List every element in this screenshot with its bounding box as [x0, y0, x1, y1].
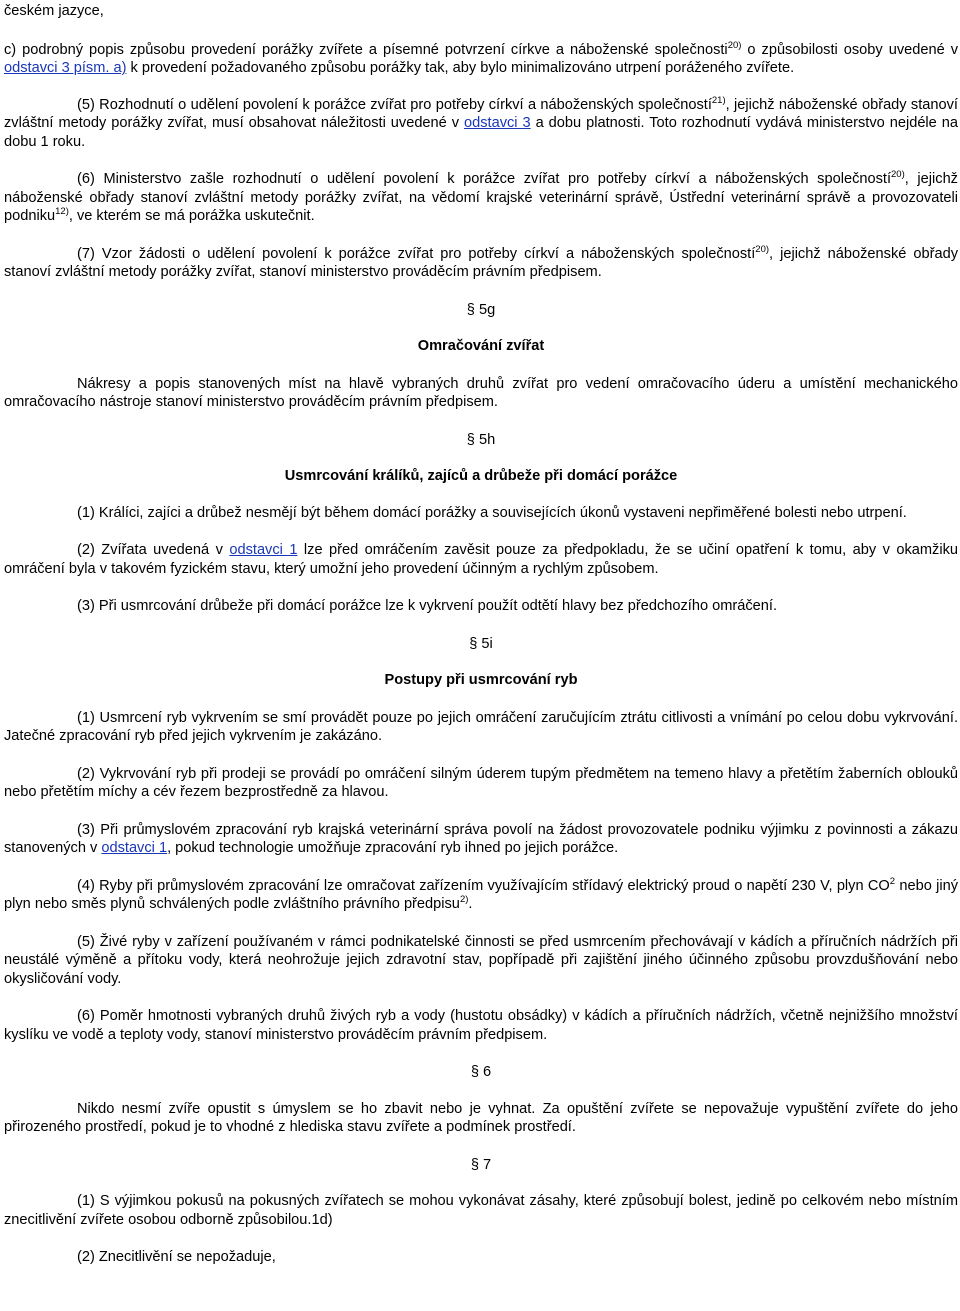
- paragraph-5g: Nákresy a popis stanovených míst na hlavě vybraných druhů zvířat pro vedení omračovacího úderu a umístění mechanického omračovacího nástroje stanoví ministerstvo prováděcím právním předpisem.: [4, 375, 958, 410]
- paragraph-5: (5) Rozhodnutí o udělení povolení k porážce zvířat pro potřeby církví a náboženských společností$^{21)}$, jejichž náboženské obřady stanoví zvláštní metody porážky zvířat, musí obsahovat náležitosti uvedené v odstavci 3 a dobu platnosti. Toto rozhodnutí vydává ministerstvo nejdéle na dobu 1 roku.: [4, 94, 958, 150]
- paragraph-7: (7) Vzor žádosti o udělení povolení k porážce zvířat pro potřeby církví a náboženských společností$^{20)}$, jejichž náboženské obřady stanoví zvláštní metody porážky zvířat, stanoví ministerstvo prováděcím právním předpisem.: [4, 243, 959, 280]
- paragraph-7-1: (1) S výjimkou pokusů na pokusných zvířatech se mohou vykonávat zásahy, které způsobují bolest, jedině po celkovém nebo místním znecitlivění zvířete osobou odborně způsobilou.1d): [4, 1193, 958, 1228]
- paragraph-6: (6) Ministerstvo zašle rozhodnutí o udělení povolení k porážce zvířat pro potřeby církví a náboženských společností$^{20)}$, jejichž náboženské obřady stanoví zvláštní metody porážky zvířat, na vědomí krajské veterinární správě, Ústřední veterinární správě a provozovateli podniku$^{12)}$, ve kterém se má porážka uskutečnit.: [4, 169, 958, 224]
- footnote-ref: 20): [891, 169, 905, 181]
- section-title-5i: Postupy při usmrcování ryb: [384, 672, 578, 688]
- paragraph-5i-1: (1) Usmrcení ryb vykrvením se smí provádět pouze po jejich omráčení zaručujícím ztrátu citlivosti a vnímání po celou dobu vykrvování. Jatečné zpracování ryb před jejich vykrvením je zakázáno.: [4, 709, 958, 744]
- paragraph-5i-6: (6) Poměr hmotnosti vybraných druhů živých ryb a vody (hustotu obsádky) v kádích a příručních nádržích, včetně nejnižšího množství kyslíku ve vodě a teploty vody, stanoví ministerstvo prováděcím právním předpisem.: [4, 1008, 958, 1043]
- link-odstavci-1[interactable]: odstavci 1: [101, 840, 168, 856]
- paragraph-5h-3: (3) Při usmrcování drůbeže při domácí porážce lze k vykrvení použít odtětí hlavy bez předchozího omráčení.: [77, 598, 778, 614]
- section-number-5i: § 5i: [469, 635, 493, 652]
- section-title-5h: Usmrcování králíků, zajíců a drůbeže při domácí porážce: [284, 468, 678, 484]
- section-number-5g: § 5g: [466, 301, 496, 318]
- footnote-ref: 2): [459, 894, 469, 906]
- document-page: [4, 0, 958, 1267]
- footnote-ref: 12): [55, 206, 69, 218]
- paragraph-5h-1: (1) Králíci, zajíci a drůbež nesmějí být během domácí porážky a souvisejících úkonů vystaveni nepřiměřené bolesti nebo utrpení.: [77, 504, 907, 521]
- subscript-2: 2: [889, 875, 896, 887]
- footnote-ref: 20): [727, 39, 742, 51]
- paragraph-6-main: Nikdo nesmí zvíře opustit s úmyslem se ho zbavit nebo je vyhnat. Za opuštění zvířete se nepovažuje vypuštění zvířete do jeho přirozeného prostředí, pokud je to vhodné z hlediska stavu zvířete a podmínek prostředí.: [4, 1100, 958, 1135]
- link-odstavci-3-pism-a[interactable]: odstavci 3 písm. a): [4, 60, 127, 76]
- section-number-7: § 7: [470, 1156, 492, 1173]
- section-number-5h: § 5h: [466, 431, 496, 448]
- link-odstavci-1[interactable]: odstavci 1: [229, 542, 298, 558]
- footnote-ref: 21): [711, 94, 726, 106]
- text-line: českém jazyce,: [4, 3, 104, 19]
- paragraph-5i-2: (2) Vykrvování ryb při prodeji se provádí po omráčení silným úderem tupým předmětem na temeno hlavy a přetětím žaberních oblouků nebo přetětím míchy a cév řezem bezprostředně za hlavou.: [4, 765, 958, 800]
- paragraph-c: c) podrobný popis způsobu provedení porážky zvířete a písemné potvrzení církve a náboženské společnosti$^{20)}$ o způsobilosti osoby uvedené v odstavci 3 písm. a) k provedení požadovaného způsobu porážky tak, aby bylo minimalizováno utrpení poráženého zvířete.: [4, 39, 958, 76]
- paragraph-7-2: (2) Znecitlivění se nepožaduje,: [77, 1249, 276, 1265]
- footnote-ref: 20): [755, 243, 770, 255]
- paragraph-5h-2: (2) Zvířata uvedená v odstavci 1 lze před omráčením zavěsit pouze za předpokladu, že se učiní opatření k tomu, aby v okamžiku omráčení byla v takovém fyzickém stavu, který umožní jeho provedení účinným a rychlým způsobem.: [4, 542, 958, 577]
- paragraph-5i-4: (4) Ryby při průmyslovém zpracování lze omračovat zařízením využívajícím střídavý elektrický proud o napětí 230 V, plyn $CO^2$ nebo jiný plyn nebo směs plynů schválených podle zvláštního právního předpisu$^{2)}$.: [4, 875, 958, 912]
- section-number-6: § 6: [470, 1064, 492, 1080]
- paragraph-5i-5: (5) Živé ryby v zařízení používaném v rámci podnikatelské činnosti se před usmrcením přechovávají v kádích a příručních nádržích při neustálé výměně a přítoku vody, která neohrožuje jejich zdravotní stav, popřípadě při zajištění jiného účinného způsobu provzdušňování nebo okysličování vody.: [4, 933, 958, 987]
- paragraph-5i-3: (3) Při průmyslovém zpracování ryb krajská veterinární správa povolí na žádost provozovatele podniku výjimku z povinnosti a zákazu stanovených v odstavci 1, pokud technologie umožňuje zpracování ryb ihned po jejich porážce.: [4, 821, 958, 856]
- link-odstavci-3[interactable]: odstavci 3: [464, 115, 531, 131]
- section-title-5g: Omračování zvířat: [417, 338, 545, 354]
